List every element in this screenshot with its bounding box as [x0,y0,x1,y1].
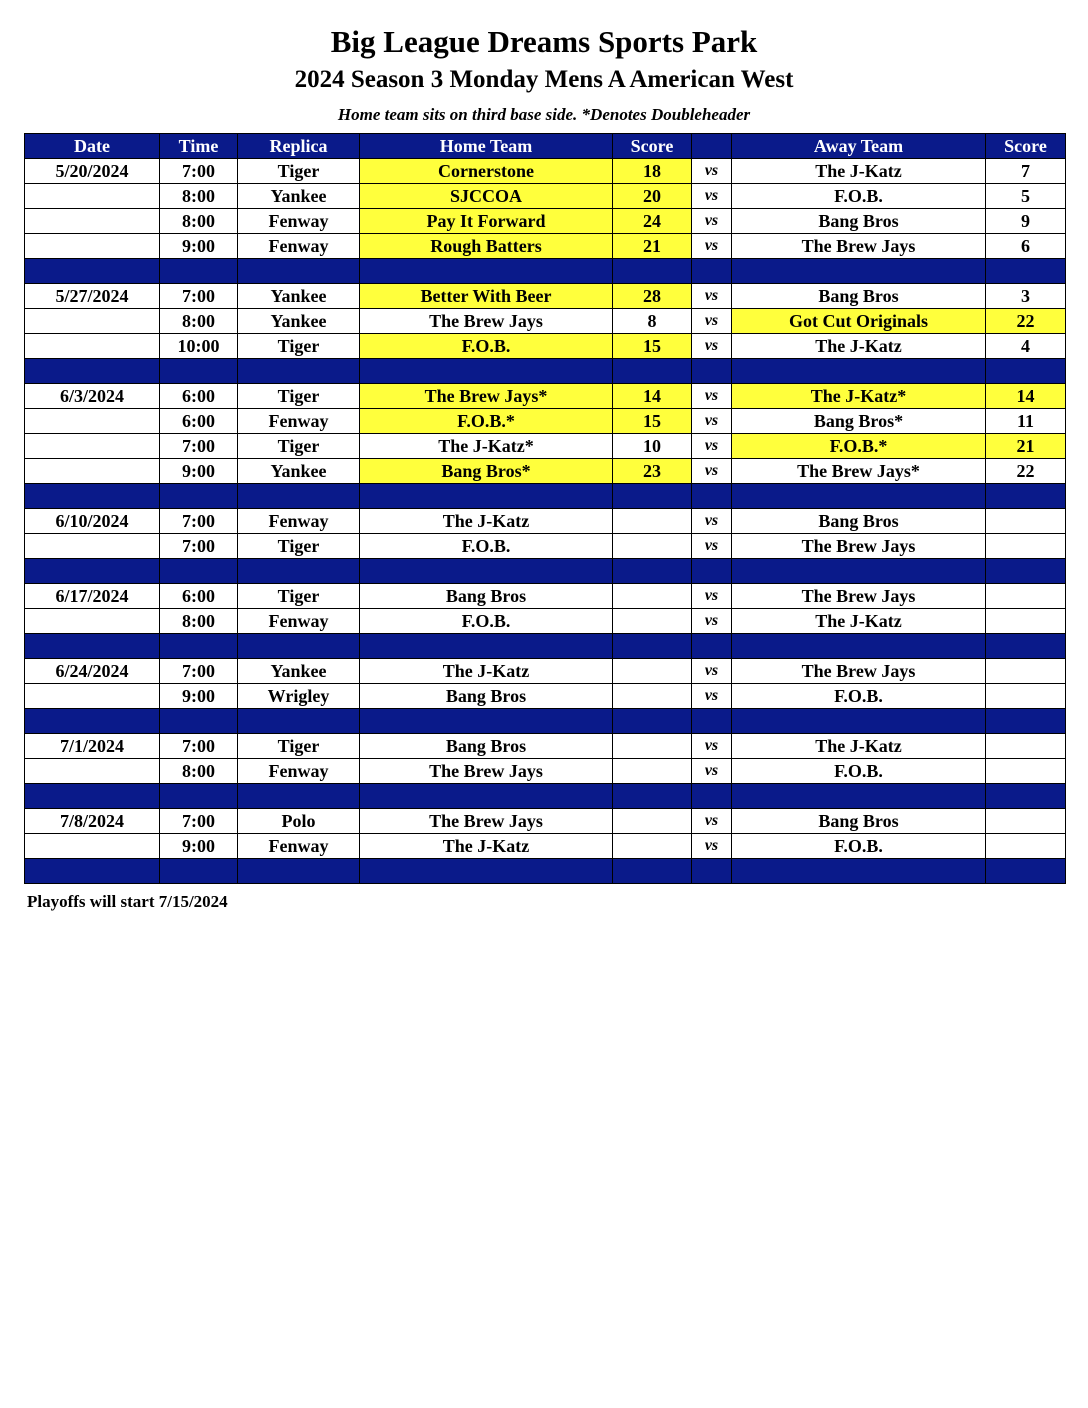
away-score-cell [986,659,1066,684]
away-team-cell: Got Cut Originals [732,309,986,334]
separator-cell [238,709,360,734]
home-team-cell: Rough Batters [360,234,613,259]
separator-cell [692,259,732,284]
separator-cell [986,484,1066,509]
schedule-table [24,133,1066,884]
week-separator-row [25,784,1066,809]
replica-cell: Tiger [238,159,360,184]
schedule-body [25,159,1066,884]
separator-cell [160,859,238,884]
home-score-cell [613,834,692,859]
home-team-cell: F.O.B. [360,609,613,634]
time-cell: 8:00 [160,759,238,784]
separator-cell [360,259,613,284]
separator-cell [25,484,160,509]
separator-cell [160,359,238,384]
away-team-cell: The J-Katz [732,334,986,359]
game-row [25,334,1066,359]
separator-cell [25,359,160,384]
away-team-cell: The J-Katz [732,734,986,759]
time-cell: 6:00 [160,584,238,609]
away-score-cell: 11 [986,409,1066,434]
home-score-cell: 14 [613,384,692,409]
date-cell [25,234,160,259]
replica-cell: Fenway [238,834,360,859]
separator-cell [160,634,238,659]
away-score-cell: 21 [986,434,1066,459]
time-cell: 7:00 [160,734,238,759]
time-cell: 7:00 [160,809,238,834]
date-cell: 5/27/2024 [25,284,160,309]
replica-cell: Yankee [238,459,360,484]
home-score-cell [613,584,692,609]
time-cell: 7:00 [160,434,238,459]
home-team-cell: Bang Bros [360,584,613,609]
away-team-cell: The J-Katz [732,609,986,634]
home-score-cell: 15 [613,334,692,359]
date-cell: 6/10/2024 [25,509,160,534]
away-score-cell [986,584,1066,609]
game-row [25,384,1066,409]
col-header-vs [692,134,732,159]
time-cell: 7:00 [160,659,238,684]
separator-cell [160,559,238,584]
away-score-cell: 3 [986,284,1066,309]
separator-cell [160,709,238,734]
time-cell: 6:00 [160,409,238,434]
page-title: Big League Dreams Sports Park [330,24,758,59]
home-score-cell: 20 [613,184,692,209]
time-cell: 9:00 [160,834,238,859]
time-cell: 7:00 [160,284,238,309]
vs-cell: vs [692,209,732,234]
game-row [25,234,1066,259]
separator-cell [613,784,692,809]
home-team-cell: The Brew Jays [360,809,613,834]
home-team-cell: SJCCOA [360,184,613,209]
separator-cell [986,709,1066,734]
home-score-cell [613,534,692,559]
away-team-cell: The Brew Jays* [732,459,986,484]
separator-cell [25,784,160,809]
vs-cell: vs [692,759,732,784]
date-cell [25,434,160,459]
game-row [25,834,1066,859]
date-cell [25,309,160,334]
separator-cell [360,859,613,884]
separator-cell [692,784,732,809]
col-header-replica: Replica [238,134,360,159]
separator-cell [360,359,613,384]
home-team-cell: Bang Bros [360,734,613,759]
separator-cell [360,484,613,509]
separator-cell [986,359,1066,384]
replica-cell: Yankee [238,284,360,309]
home-team-cell: The J-Katz* [360,434,613,459]
separator-cell [238,484,360,509]
replica-cell: Polo [238,809,360,834]
time-cell: 8:00 [160,609,238,634]
separator-cell [238,859,360,884]
home-score-cell [613,684,692,709]
game-row [25,284,1066,309]
separator-cell [160,784,238,809]
week-separator-row [25,559,1066,584]
away-score-cell [986,534,1066,559]
date-cell [25,209,160,234]
separator-cell [238,259,360,284]
separator-cell [613,259,692,284]
away-score-cell [986,809,1066,834]
replica-cell: Fenway [238,509,360,534]
away-team-cell: F.O.B. [732,759,986,784]
date-cell [25,459,160,484]
date-cell: 6/17/2024 [25,584,160,609]
date-cell [25,409,160,434]
separator-cell [692,709,732,734]
vs-cell: vs [692,159,732,184]
vs-cell: vs [692,584,732,609]
home-team-cell: F.O.B. [360,334,613,359]
vs-cell: vs [692,834,732,859]
vs-cell: vs [692,309,732,334]
separator-cell [360,559,613,584]
replica-cell: Yankee [238,309,360,334]
vs-cell: vs [692,534,732,559]
vs-cell: vs [692,809,732,834]
week-separator-row [25,634,1066,659]
home-score-cell [613,659,692,684]
game-row [25,159,1066,184]
separator-cell [692,859,732,884]
game-row [25,184,1066,209]
vs-cell: vs [692,509,732,534]
time-cell: 7:00 [160,509,238,534]
separator-cell [986,559,1066,584]
replica-cell: Wrigley [238,684,360,709]
separator-cell [25,859,160,884]
vs-cell: vs [692,659,732,684]
date-cell [25,534,160,559]
time-cell: 10:00 [160,334,238,359]
away-team-cell: F.O.B. [732,834,986,859]
separator-cell [613,859,692,884]
time-cell: 7:00 [160,159,238,184]
replica-cell: Tiger [238,434,360,459]
vs-cell: vs [692,609,732,634]
replica-cell: Tiger [238,534,360,559]
game-row [25,809,1066,834]
page-subtitle: 2024 Season 3 Monday Mens A American West [294,66,794,93]
home-team-cell: F.O.B.* [360,409,613,434]
away-team-cell: The Brew Jays [732,534,986,559]
vs-cell: vs [692,434,732,459]
home-score-cell: 24 [613,209,692,234]
col-header-away-team: Away Team [732,134,986,159]
game-row [25,684,1066,709]
vs-cell: vs [692,234,732,259]
separator-cell [238,359,360,384]
game-row [25,759,1066,784]
away-team-cell: Bang Bros [732,809,986,834]
game-row [25,459,1066,484]
vs-cell: vs [692,334,732,359]
game-row [25,584,1066,609]
vs-cell: vs [692,459,732,484]
away-score-cell [986,509,1066,534]
home-score-cell: 21 [613,234,692,259]
separator-cell [732,559,986,584]
header-row [25,134,1066,159]
game-row [25,409,1066,434]
separator-cell [692,634,732,659]
separator-cell [613,559,692,584]
away-team-cell: Bang Bros [732,509,986,534]
date-cell: 6/24/2024 [25,659,160,684]
week-separator-row [25,359,1066,384]
away-team-cell: The J-Katz [732,159,986,184]
separator-cell [613,484,692,509]
replica-cell: Yankee [238,659,360,684]
separator-cell [986,859,1066,884]
home-team-cell: Pay It Forward [360,209,613,234]
date-cell [25,334,160,359]
away-score-cell: 22 [986,459,1066,484]
replica-cell: Fenway [238,234,360,259]
home-team-cell: The Brew Jays* [360,384,613,409]
time-cell: 8:00 [160,184,238,209]
separator-cell [25,634,160,659]
separator-cell [360,709,613,734]
vs-cell: vs [692,384,732,409]
away-team-cell: Bang Bros [732,284,986,309]
separator-cell [238,784,360,809]
home-score-cell: 23 [613,459,692,484]
separator-cell [160,259,238,284]
separator-cell [613,634,692,659]
separator-cell [986,634,1066,659]
home-score-cell [613,809,692,834]
week-separator-row [25,484,1066,509]
time-cell: 9:00 [160,684,238,709]
away-score-cell: 14 [986,384,1066,409]
vs-cell: vs [692,734,732,759]
separator-cell [360,634,613,659]
home-team-cell: The J-Katz [360,659,613,684]
col-header-time: Time [160,134,238,159]
separator-cell [732,784,986,809]
away-team-cell: The Brew Jays [732,584,986,609]
home-score-cell: 28 [613,284,692,309]
separator-cell [692,359,732,384]
away-team-cell: The Brew Jays [732,234,986,259]
time-cell: 7:00 [160,534,238,559]
separator-cell [238,634,360,659]
home-score-cell: 18 [613,159,692,184]
away-team-cell: Bang Bros [732,209,986,234]
home-score-cell: 10 [613,434,692,459]
time-cell: 9:00 [160,234,238,259]
separator-cell [732,634,986,659]
away-score-cell: 7 [986,159,1066,184]
separator-cell [25,559,160,584]
away-team-cell: The J-Katz* [732,384,986,409]
home-team-cell: The Brew Jays [360,309,613,334]
game-row [25,509,1066,534]
time-cell: 8:00 [160,309,238,334]
away-score-cell [986,759,1066,784]
vs-cell: vs [692,684,732,709]
replica-cell: Yankee [238,184,360,209]
separator-cell [613,709,692,734]
away-team-cell: F.O.B. [732,684,986,709]
playoffs-note: Playoffs will start 7/15/2024 [27,892,228,911]
separator-cell [360,784,613,809]
separator-cell [25,709,160,734]
home-team-cell: F.O.B. [360,534,613,559]
date-cell [25,609,160,634]
col-header-home-score: Score [613,134,692,159]
separator-cell [732,259,986,284]
home-score-cell [613,609,692,634]
away-team-cell: F.O.B.* [732,434,986,459]
date-cell [25,759,160,784]
separator-cell [692,559,732,584]
separator-cell [25,259,160,284]
game-row [25,609,1066,634]
home-score-cell [613,734,692,759]
away-score-cell: 5 [986,184,1066,209]
home-team-cell: The J-Katz [360,509,613,534]
away-score-cell: 22 [986,309,1066,334]
replica-cell: Fenway [238,209,360,234]
game-row [25,534,1066,559]
date-cell [25,684,160,709]
replica-cell: Fenway [238,609,360,634]
date-cell: 6/3/2024 [25,384,160,409]
separator-cell [160,484,238,509]
date-cell: 7/1/2024 [25,734,160,759]
away-score-cell: 4 [986,334,1066,359]
away-score-cell [986,609,1066,634]
separator-cell [732,359,986,384]
separator-cell [692,484,732,509]
home-team-cell: Cornerstone [360,159,613,184]
vs-cell: vs [692,409,732,434]
vs-cell: vs [692,284,732,309]
away-team-cell: The Brew Jays [732,659,986,684]
week-separator-row [25,259,1066,284]
date-cell [25,184,160,209]
col-header-date: Date [25,134,160,159]
time-cell: 8:00 [160,209,238,234]
separator-cell [732,709,986,734]
vs-cell: vs [692,184,732,209]
replica-cell: Fenway [238,759,360,784]
away-score-cell: 6 [986,234,1066,259]
separator-cell [732,859,986,884]
replica-cell: Tiger [238,734,360,759]
replica-cell: Tiger [238,384,360,409]
home-team-cell: The Brew Jays [360,759,613,784]
time-cell: 9:00 [160,459,238,484]
home-team-cell: Bang Bros [360,684,613,709]
game-row [25,734,1066,759]
week-separator-row [25,709,1066,734]
away-score-cell [986,684,1066,709]
date-cell: 7/8/2024 [25,809,160,834]
separator-cell [732,484,986,509]
date-cell: 5/20/2024 [25,159,160,184]
home-team-cell: Better With Beer [360,284,613,309]
time-cell: 6:00 [160,384,238,409]
date-cell [25,834,160,859]
separator-cell [238,559,360,584]
away-score-cell: 9 [986,209,1066,234]
away-team-cell: F.O.B. [732,184,986,209]
home-team-cell: The J-Katz [360,834,613,859]
home-score-cell: 8 [613,309,692,334]
game-row [25,659,1066,684]
away-team-cell: Bang Bros* [732,409,986,434]
home-score-cell [613,759,692,784]
home-team-cell: Bang Bros* [360,459,613,484]
schedule-note: Home team sits on third base side. *Denotes Doubleheader [337,105,751,124]
separator-cell [986,259,1066,284]
away-score-cell [986,834,1066,859]
separator-cell [613,359,692,384]
col-header-away-score: Score [986,134,1066,159]
game-row [25,209,1066,234]
week-separator-row [25,859,1066,884]
game-row [25,309,1066,334]
game-row [25,434,1066,459]
away-score-cell [986,734,1066,759]
home-score-cell: 15 [613,409,692,434]
replica-cell: Tiger [238,334,360,359]
replica-cell: Fenway [238,409,360,434]
col-header-home-team: Home Team [360,134,613,159]
separator-cell [986,784,1066,809]
replica-cell: Tiger [238,584,360,609]
home-score-cell [613,509,692,534]
